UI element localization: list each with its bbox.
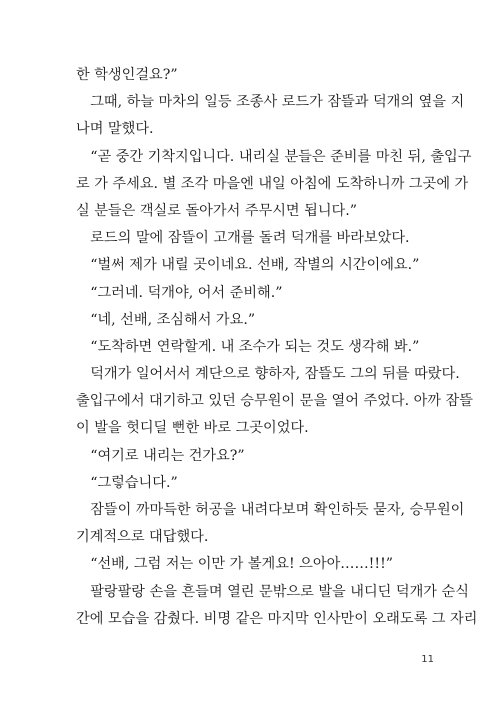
text-line: 덕개가 일어서서 계단으로 향하자, 잠뜰도 그의 뒤를 따랐다. [76, 366, 460, 383]
text-line: 나며 말했다. [76, 121, 154, 138]
text-line: 실 분들은 객실로 돌아가서 주무시면 됩니다.” [76, 202, 358, 219]
text-line: 이 발을 헛디딜 뻔한 바로 그곳이었다. [76, 420, 309, 437]
text-line: “여기로 내리는 건가요?” [76, 447, 245, 464]
text-line: “도착하면 연락할게. 내 조수가 되는 것도 생각해 봐.” [76, 338, 420, 355]
body-text [76, 62, 478, 633]
text-line: “네, 선배, 조심해서 가요.” [76, 311, 256, 328]
text-line: 기계적으로 대답했다. [76, 529, 209, 546]
text-line: “그렇습니다.” [76, 474, 178, 491]
text-line: 출입구에서 대기하고 있던 승무원이 문을 열어 주었다. 아까 잠뜰 [76, 393, 473, 410]
text-line: “선배, 그럼 저는 이만 가 볼게요! 으아아……!!!” [76, 556, 394, 573]
text-line: 팔랑팔랑 손을 흔들며 열린 문밖으로 발을 내디딘 덕개가 순식 [76, 583, 469, 600]
text-line: “벌써 제가 내릴 곳이네요. 선배, 작별의 시간이에요.” [76, 257, 420, 274]
text-line: 로드의 말에 잠뜰이 고개를 돌려 덕개를 바라보았다. [76, 230, 410, 247]
text-line: “곧 중간 기착지입니다. 내리실 분들은 준비를 마친 뒤, 출입구 [76, 148, 472, 165]
page-number: 11 [421, 654, 434, 665]
text-line: 잠뜰이 까마득한 허공을 내려다보며 확인하듯 묻자, 승무원이 [76, 502, 465, 518]
text-line: “그러네. 덕개야, 어서 준비해.” [76, 284, 283, 301]
text-line: 로 가 주세요. 별 조각 마을엔 내일 아침에 도착하니까 그곳에 가 [76, 175, 469, 192]
text-line: 그때, 하늘 마차의 일등 조종사 로드가 잠뜰과 덕개의 옆을 지 [76, 94, 465, 111]
text-line: 간에 모습을 감췄다. 비명 같은 마지막 인사만이 오래도록 그 자리 [76, 610, 478, 627]
text-line: 한 학생인걸요?” [76, 67, 178, 83]
